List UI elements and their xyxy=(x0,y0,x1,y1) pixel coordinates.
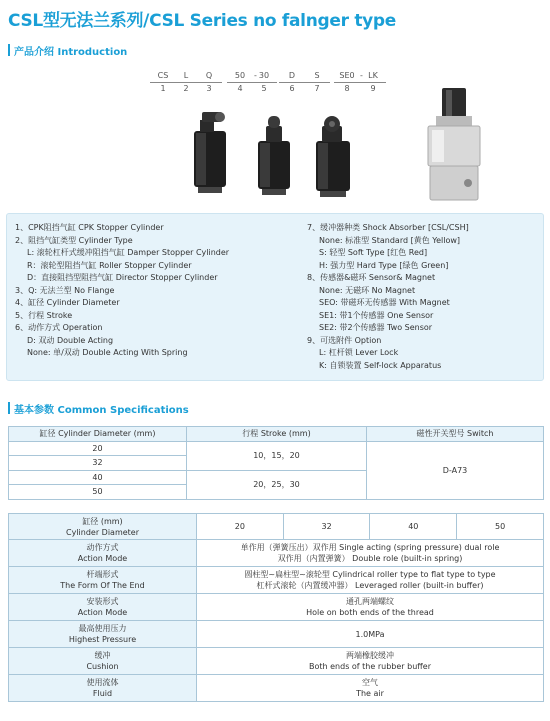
bore-cell: 32 xyxy=(283,514,370,540)
table-row xyxy=(9,594,544,621)
header-cell: 缸径 Cylinder Diameter (mm) xyxy=(9,427,187,442)
stroke-cell: 10，15，20 xyxy=(187,441,367,470)
bore-cell: 40 xyxy=(370,514,457,540)
intro-item: None: 单/双动 Double Acting With Spring xyxy=(27,348,188,357)
cylinder-image-roller-lever xyxy=(194,112,226,193)
intro-item: 8、传感器&磁环 Sensor& Magnet xyxy=(307,273,436,282)
label-cell: 杆端形式 The Form Of The End xyxy=(9,567,197,594)
diameter-cell: 32 xyxy=(9,456,187,471)
intro-item: L: 滚轮杠杆式缓冲阻挡气缸 Damper Stopper Cylinder xyxy=(27,248,230,257)
label-cell: 缓冲 Cushion xyxy=(9,648,197,675)
heading-bar xyxy=(8,402,10,414)
code-part: 50 4 xyxy=(227,70,253,94)
cylinder-image-round-rod xyxy=(258,116,290,195)
table-row xyxy=(9,540,544,567)
intro-item: D：直接阻挡型阻挡气缸 Director Stopper Cylinder xyxy=(27,273,218,282)
value-cell: 空气 The air xyxy=(197,675,544,702)
intro-heading-text: 产品介绍 Introduction xyxy=(14,46,128,58)
table-row xyxy=(9,648,544,675)
page-title: CSL型无法兰系列/CSL Series no falnger type xyxy=(8,11,397,31)
switch-cell: D-A73 xyxy=(367,441,544,499)
intro-item: K: 自锁装置 Self-lock Apparatus xyxy=(319,360,442,370)
diameter-cell: 20 xyxy=(9,441,187,456)
diameter-cell: 40 xyxy=(9,470,187,485)
intro-right-column xyxy=(307,222,469,372)
label-cell: 最高使用压力 Highest Pressure xyxy=(9,621,197,648)
cylinder-image-large-silver xyxy=(428,88,480,200)
intro-item: D: 双动 Double Acting xyxy=(27,335,114,345)
value-cell: 圆柱型~扁柱型~滚轮型 Cylindrical roller type to flat type to type 杠杆式滚轮（内置缓冲器） Leveraged roller (built-in buffer) xyxy=(197,567,544,594)
intro-item: SEO: 带磁环无传感器 With Magnet xyxy=(319,298,450,307)
value-cell: 通孔两端螺纹 Hole on both ends of the thread xyxy=(197,594,544,621)
intro-item: 6、动作方式 Operation xyxy=(15,323,103,332)
code-part: CS 1 xyxy=(150,70,176,94)
intro-item: R：滚轮型阻挡气缸 Roller Stopper Cylinder xyxy=(27,260,192,270)
intro-item: L: 杠杆锁 Lever Lock xyxy=(319,348,399,357)
table-header-row xyxy=(9,514,544,540)
introduction-panel xyxy=(6,213,544,381)
intro-item: None: 无磁环 No Magnet xyxy=(319,285,416,295)
intro-item: 7、缓冲器种类 Shock Absorber [CSL/CSH] xyxy=(307,223,469,232)
stroke-spec-table xyxy=(8,426,544,500)
heading-bar xyxy=(8,44,10,56)
intro-item: None: 标准型 Standard [黄色 Yellow] xyxy=(319,235,461,245)
intro-item: 4、缸径 Cylinder Diameter xyxy=(15,298,120,307)
spec-heading-text: 基本参数 Common Specifications xyxy=(14,404,189,416)
intro-heading xyxy=(8,42,127,58)
label-cell: 动作方式 Action Mode xyxy=(9,540,197,567)
intro-item: SE1: 带1个传感器 One Sensor xyxy=(319,310,434,320)
label-cell: 安装形式 Action Mode xyxy=(9,594,197,621)
label-cell: 缸径 (mm) Cylinder Diameter xyxy=(9,514,197,540)
intro-item: 9、可选附件 Option xyxy=(307,335,382,345)
code-part: S 7 xyxy=(304,70,330,94)
diameter-cell: 50 xyxy=(9,485,187,500)
intro-item: 3、Q: 无法兰型 No Flange xyxy=(15,285,115,295)
code-part: Q 3 xyxy=(196,70,222,94)
table-row xyxy=(9,675,544,702)
table-row xyxy=(9,621,544,648)
intro-item: H: 强力型 Hard Type [绿色 Green] xyxy=(319,260,449,270)
general-spec-table xyxy=(8,513,544,702)
value-cell: 两端橡胶缓冲 Both ends of the rubber buffer xyxy=(197,648,544,675)
cylinder-image-roller xyxy=(316,116,350,197)
intro-item: 1、CPK阻挡气缸 CPK Stopper Cylinder xyxy=(15,223,164,232)
intro-item: SE2: 带2个传感器 Two Sensor xyxy=(319,323,433,332)
bore-cell: 20 xyxy=(197,514,284,540)
spec-heading xyxy=(8,400,189,416)
header-cell: 行程 Stroke (mm) xyxy=(187,427,367,442)
bore-cell: 50 xyxy=(457,514,544,540)
code-dash: - xyxy=(254,71,257,80)
product-images xyxy=(180,86,550,206)
intro-left-column xyxy=(15,222,229,360)
intro-item: 2、阻挡气缸类型 Cylinder Type xyxy=(15,235,133,245)
code-part: SE0 8 xyxy=(334,70,360,94)
code-part: D 6 xyxy=(279,70,305,94)
intro-item: S: 轻型 Soft Type [红色 Red] xyxy=(319,248,428,257)
value-cell: 单作用（弹簧压出）双作用 Single acting (spring pressure) dual role 双作用（内置弹簧） Double role (built-in spring) xyxy=(197,540,544,567)
label-cell: 使用流体 Fluid xyxy=(9,675,197,702)
table-header-row xyxy=(9,427,544,442)
table-row xyxy=(9,441,544,456)
stroke-cell: 20，25，30 xyxy=(187,470,367,499)
code-part: L 2 xyxy=(173,70,199,94)
intro-item: 5、行程 Stroke xyxy=(15,310,73,320)
table-row xyxy=(9,567,544,594)
code-dash: - xyxy=(360,71,363,80)
code-part: 30 5 xyxy=(251,70,277,94)
value-cell: 1.0MPa xyxy=(197,621,544,648)
code-part: LK 9 xyxy=(360,70,386,94)
header-cell: 磁性开关型号 Switch xyxy=(367,427,544,442)
